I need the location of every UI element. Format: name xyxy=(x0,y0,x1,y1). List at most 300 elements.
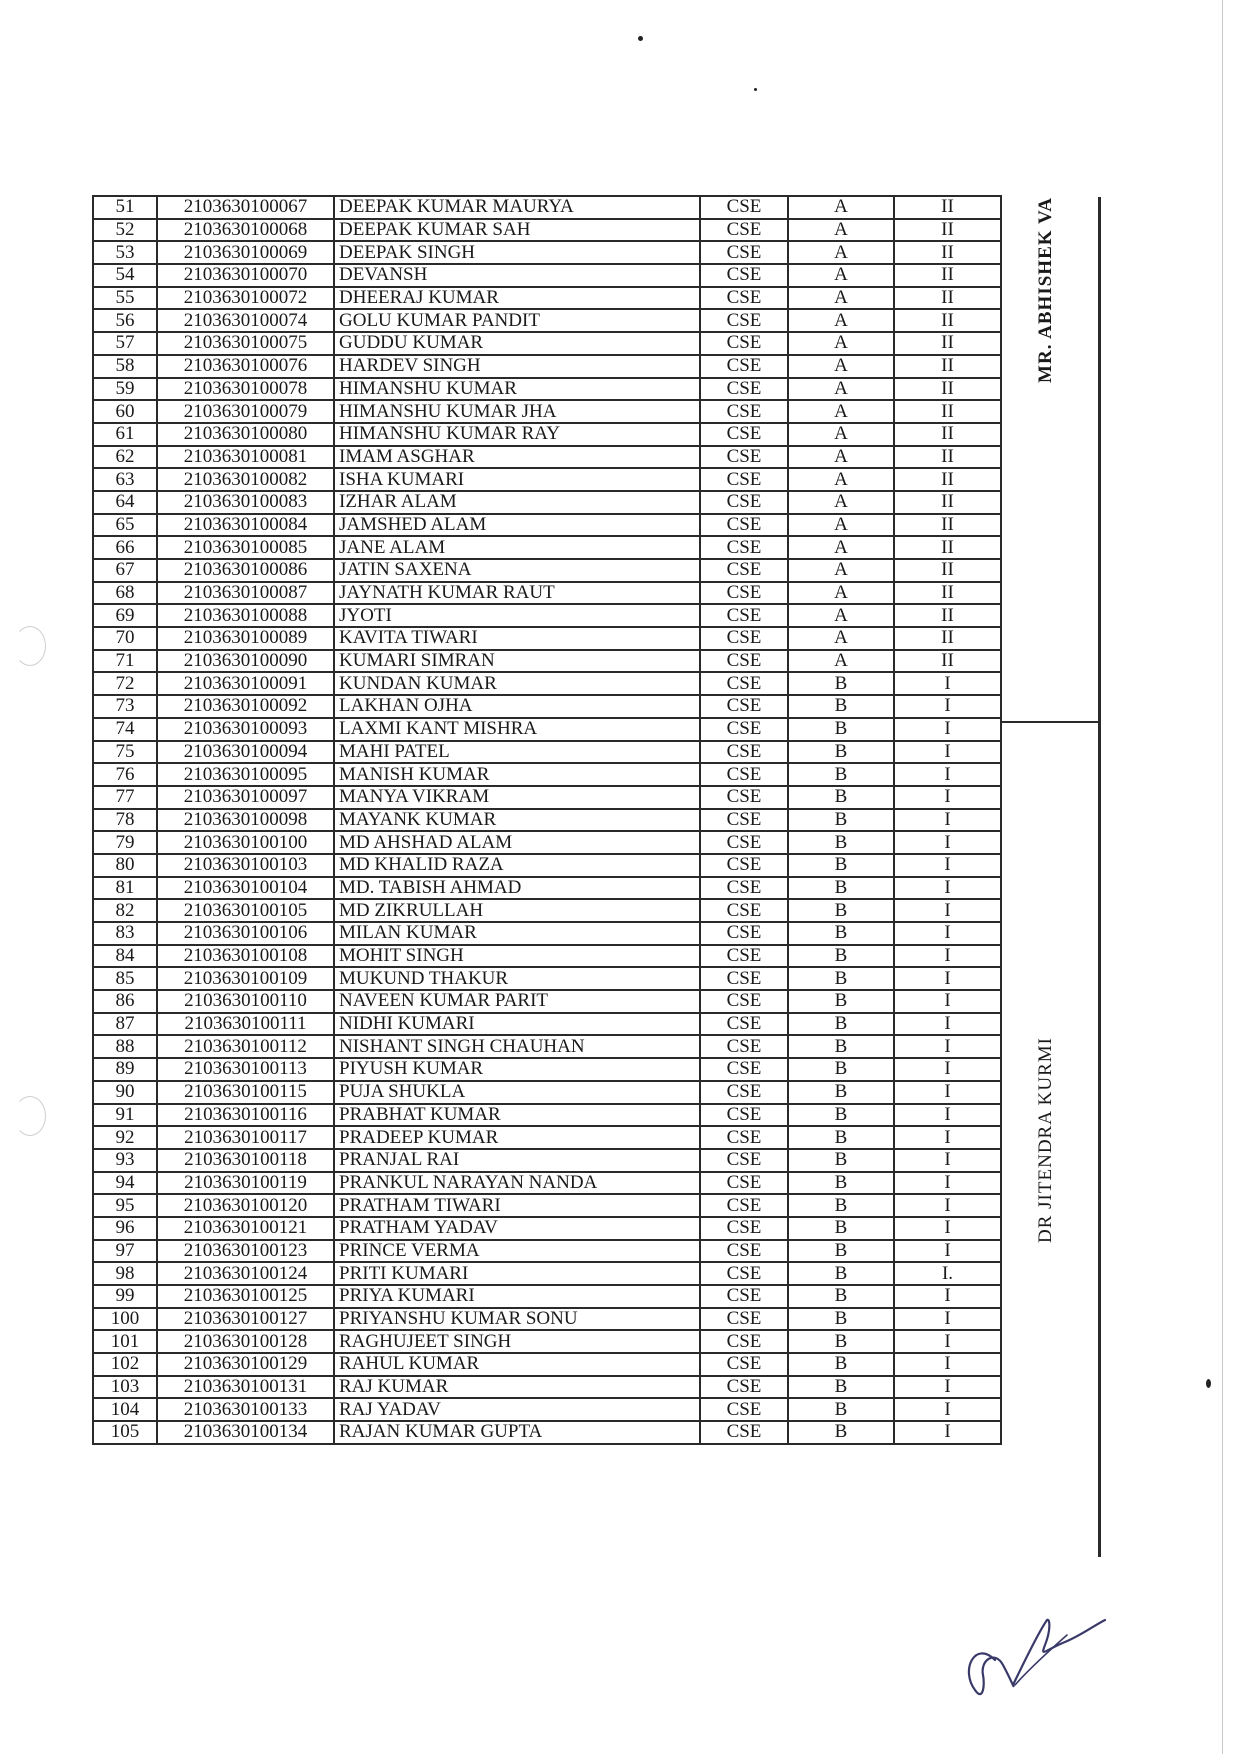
year-cell: I xyxy=(894,1421,1001,1444)
section-cell: A xyxy=(788,264,894,287)
year-cell: II xyxy=(894,264,1001,287)
student-name-cell: HIMANSHU KUMAR xyxy=(334,378,700,401)
roll-number-cell: 2103630100131 xyxy=(157,1376,334,1399)
student-name-cell: DEEPAK KUMAR MAURYA xyxy=(334,196,700,219)
branch-cell: CSE xyxy=(700,264,788,287)
table-row xyxy=(93,877,1001,900)
roll-number-cell: 2103630100087 xyxy=(157,582,334,605)
table-row xyxy=(93,1240,1001,1263)
scan-page-edge xyxy=(1222,0,1223,1754)
branch-cell: CSE xyxy=(700,604,788,627)
table-row xyxy=(93,1398,1001,1421)
section-cell: B xyxy=(788,990,894,1013)
student-name-cell: MOHIT SINGH xyxy=(334,945,700,968)
table-row xyxy=(93,854,1001,877)
table-row xyxy=(93,1081,1001,1104)
year-cell: II xyxy=(894,400,1001,423)
year-cell: I xyxy=(894,1194,1001,1217)
section-cell: A xyxy=(788,287,894,310)
branch-cell: CSE xyxy=(700,468,788,491)
year-cell: I xyxy=(894,672,1001,695)
year-cell: I xyxy=(894,1376,1001,1399)
serial-number-cell: 59 xyxy=(93,378,157,401)
roll-number-cell: 2103630100124 xyxy=(157,1262,334,1285)
student-name-cell: KUMARI SIMRAN xyxy=(334,650,700,673)
roll-number-cell: 2103630100111 xyxy=(157,1013,334,1036)
year-cell: I xyxy=(894,1081,1001,1104)
branch-cell: CSE xyxy=(700,741,788,764)
section-cell: A xyxy=(788,332,894,355)
serial-number-cell: 105 xyxy=(93,1421,157,1444)
roll-number-cell: 2103630100103 xyxy=(157,854,334,877)
section-cell: B xyxy=(788,1035,894,1058)
roll-number-cell: 2103630100121 xyxy=(157,1217,334,1240)
table-row xyxy=(93,650,1001,673)
year-cell: I xyxy=(894,1353,1001,1376)
branch-cell: CSE xyxy=(700,332,788,355)
section-cell: B xyxy=(788,695,894,718)
year-cell: II xyxy=(894,514,1001,537)
serial-number-cell: 72 xyxy=(93,672,157,695)
section-cell: B xyxy=(788,1172,894,1195)
roll-number-cell: 2103630100117 xyxy=(157,1126,334,1149)
section-cell: B xyxy=(788,1421,894,1444)
serial-number-cell: 89 xyxy=(93,1058,157,1081)
serial-number-cell: 61 xyxy=(93,423,157,446)
branch-cell: CSE xyxy=(700,945,788,968)
roll-number-cell: 2103630100076 xyxy=(157,355,334,378)
student-name-cell: JAMSHED ALAM xyxy=(334,514,700,537)
table-row xyxy=(93,309,1001,332)
table-row xyxy=(93,786,1001,809)
year-cell: I xyxy=(894,854,1001,877)
year-cell: I xyxy=(894,945,1001,968)
branch-cell: CSE xyxy=(700,1104,788,1127)
table-row xyxy=(93,809,1001,832)
table-row xyxy=(93,1353,1001,1376)
roll-number-cell: 2103630100105 xyxy=(157,899,334,922)
serial-number-cell: 82 xyxy=(93,899,157,922)
year-cell: II xyxy=(894,241,1001,264)
table-row xyxy=(93,1308,1001,1331)
table-row xyxy=(93,604,1001,627)
table-row xyxy=(93,1172,1001,1195)
roll-number-cell: 2103630100088 xyxy=(157,604,334,627)
student-name-cell: MAHI PATEL xyxy=(334,741,700,764)
student-name-cell: NIDHI KUMARI xyxy=(334,1013,700,1036)
student-name-cell: GUDDU KUMAR xyxy=(334,332,700,355)
section-cell: B xyxy=(788,1330,894,1353)
table-row xyxy=(93,1376,1001,1399)
section-cell: A xyxy=(788,309,894,332)
branch-cell: CSE xyxy=(700,196,788,219)
roll-number-cell: 2103630100082 xyxy=(157,468,334,491)
student-name-cell: PRADEEP KUMAR xyxy=(334,1126,700,1149)
student-name-cell: MANISH KUMAR xyxy=(334,763,700,786)
section-cell: A xyxy=(788,536,894,559)
branch-cell: CSE xyxy=(700,241,788,264)
table-row xyxy=(93,468,1001,491)
serial-number-cell: 104 xyxy=(93,1398,157,1421)
serial-number-cell: 95 xyxy=(93,1194,157,1217)
table-row xyxy=(93,1217,1001,1240)
year-cell: II xyxy=(894,309,1001,332)
roll-number-cell: 2103630100067 xyxy=(157,196,334,219)
section-cell: B xyxy=(788,1194,894,1217)
branch-cell: CSE xyxy=(700,854,788,877)
table-row xyxy=(93,355,1001,378)
roll-number-cell: 2103630100108 xyxy=(157,945,334,968)
branch-cell: CSE xyxy=(700,559,788,582)
section-cell: A xyxy=(788,378,894,401)
year-cell: II xyxy=(894,468,1001,491)
roll-number-cell: 2103630100109 xyxy=(157,967,334,990)
mentor-name-group-a: MR. ABHISHEK VA xyxy=(1035,197,1056,383)
roll-number-cell: 2103630100098 xyxy=(157,809,334,832)
section-cell: B xyxy=(788,786,894,809)
branch-cell: CSE xyxy=(700,446,788,469)
year-cell: I xyxy=(894,786,1001,809)
year-cell: I xyxy=(894,899,1001,922)
student-name-cell: RAJ YADAV xyxy=(334,1398,700,1421)
branch-cell: CSE xyxy=(700,786,788,809)
student-name-cell: IMAM ASGHAR xyxy=(334,446,700,469)
student-name-cell: DEVANSH xyxy=(334,264,700,287)
roll-number-cell: 2103630100119 xyxy=(157,1172,334,1195)
serial-number-cell: 74 xyxy=(93,718,157,741)
table-row xyxy=(93,763,1001,786)
student-name-cell: DEEPAK KUMAR SAH xyxy=(334,219,700,242)
branch-cell: CSE xyxy=(700,378,788,401)
table-row xyxy=(93,378,1001,401)
student-name-cell: PRATHAM YADAV xyxy=(334,1217,700,1240)
roll-number-cell: 2103630100104 xyxy=(157,877,334,900)
serial-number-cell: 63 xyxy=(93,468,157,491)
student-name-cell: MUKUND THAKUR xyxy=(334,967,700,990)
serial-number-cell: 54 xyxy=(93,264,157,287)
year-cell: I xyxy=(894,1058,1001,1081)
roll-number-cell: 2103630100080 xyxy=(157,423,334,446)
year-cell: II xyxy=(894,627,1001,650)
table-row xyxy=(93,1035,1001,1058)
serial-number-cell: 75 xyxy=(93,741,157,764)
serial-number-cell: 94 xyxy=(93,1172,157,1195)
year-cell: I xyxy=(894,1330,1001,1353)
serial-number-cell: 78 xyxy=(93,809,157,832)
serial-number-cell: 92 xyxy=(93,1126,157,1149)
year-cell: II xyxy=(894,446,1001,469)
roll-number-cell: 2103630100086 xyxy=(157,559,334,582)
roll-number-cell: 2103630100134 xyxy=(157,1421,334,1444)
branch-cell: CSE xyxy=(700,287,788,310)
section-cell: B xyxy=(788,854,894,877)
student-name-cell: MD KHALID RAZA xyxy=(334,854,700,877)
table-row xyxy=(93,1149,1001,1172)
branch-cell: CSE xyxy=(700,400,788,423)
table-row xyxy=(93,967,1001,990)
serial-number-cell: 88 xyxy=(93,1035,157,1058)
section-cell: A xyxy=(788,446,894,469)
serial-number-cell: 55 xyxy=(93,287,157,310)
branch-cell: CSE xyxy=(700,877,788,900)
table-row xyxy=(93,831,1001,854)
serial-number-cell: 68 xyxy=(93,582,157,605)
branch-cell: CSE xyxy=(700,1149,788,1172)
student-roll-table xyxy=(92,195,1002,1445)
roll-number-cell: 2103630100079 xyxy=(157,400,334,423)
section-cell: B xyxy=(788,1240,894,1263)
roll-number-cell: 2103630100133 xyxy=(157,1398,334,1421)
roll-number-cell: 2103630100123 xyxy=(157,1240,334,1263)
serial-number-cell: 99 xyxy=(93,1285,157,1308)
scan-speck xyxy=(1206,1379,1211,1388)
year-cell: I xyxy=(894,1104,1001,1127)
serial-number-cell: 80 xyxy=(93,854,157,877)
student-name-cell: PUJA SHUKLA xyxy=(334,1081,700,1104)
roll-number-cell: 2103630100068 xyxy=(157,219,334,242)
branch-cell: CSE xyxy=(700,1081,788,1104)
year-cell: II xyxy=(894,650,1001,673)
roll-number-cell: 2103630100085 xyxy=(157,536,334,559)
student-name-cell: MAYANK KUMAR xyxy=(334,809,700,832)
student-name-cell: DEEPAK SINGH xyxy=(334,241,700,264)
serial-number-cell: 96 xyxy=(93,1217,157,1240)
roll-number-cell: 2103630100100 xyxy=(157,831,334,854)
student-name-cell: NAVEEN KUMAR PARIT xyxy=(334,990,700,1013)
year-cell: I xyxy=(894,1035,1001,1058)
table-row xyxy=(93,672,1001,695)
section-cell: B xyxy=(788,1353,894,1376)
student-name-cell: PRATHAM TIWARI xyxy=(334,1194,700,1217)
section-cell: A xyxy=(788,423,894,446)
roll-number-cell: 2103630100128 xyxy=(157,1330,334,1353)
serial-number-cell: 53 xyxy=(93,241,157,264)
branch-cell: CSE xyxy=(700,1035,788,1058)
handwritten-signature xyxy=(955,1590,1115,1715)
table-row xyxy=(93,332,1001,355)
section-cell: B xyxy=(788,763,894,786)
serial-number-cell: 85 xyxy=(93,967,157,990)
section-cell: B xyxy=(788,1058,894,1081)
table-row xyxy=(93,559,1001,582)
roll-number-cell: 2103630100074 xyxy=(157,309,334,332)
section-cell: B xyxy=(788,1126,894,1149)
roll-number-cell: 2103630100106 xyxy=(157,922,334,945)
table-row xyxy=(93,423,1001,446)
year-cell: II xyxy=(894,332,1001,355)
roll-number-cell: 2103630100084 xyxy=(157,514,334,537)
table-row xyxy=(93,400,1001,423)
year-cell: II xyxy=(894,287,1001,310)
student-name-cell: MANYA VIKRAM xyxy=(334,786,700,809)
serial-number-cell: 84 xyxy=(93,945,157,968)
branch-cell: CSE xyxy=(700,627,788,650)
student-name-cell: MD. TABISH AHMAD xyxy=(334,877,700,900)
branch-cell: CSE xyxy=(700,1376,788,1399)
student-name-cell: PRANKUL NARAYAN NANDA xyxy=(334,1172,700,1195)
section-cell: A xyxy=(788,355,894,378)
roll-number-cell: 2103630100120 xyxy=(157,1194,334,1217)
serial-number-cell: 64 xyxy=(93,491,157,514)
serial-number-cell: 100 xyxy=(93,1308,157,1331)
student-roll-table-body xyxy=(93,196,1001,1444)
serial-number-cell: 56 xyxy=(93,309,157,332)
branch-cell: CSE xyxy=(700,1308,788,1331)
year-cell: I xyxy=(894,695,1001,718)
roll-number-cell: 2103630100127 xyxy=(157,1308,334,1331)
roll-number-cell: 2103630100093 xyxy=(157,718,334,741)
table-row xyxy=(93,1330,1001,1353)
year-cell: I xyxy=(894,1240,1001,1263)
table-row xyxy=(93,945,1001,968)
serial-number-cell: 62 xyxy=(93,446,157,469)
student-name-cell: PRINCE VERMA xyxy=(334,1240,700,1263)
year-cell: I xyxy=(894,1398,1001,1421)
roll-number-cell: 2103630100075 xyxy=(157,332,334,355)
table-row xyxy=(93,1421,1001,1444)
section-cell: B xyxy=(788,831,894,854)
branch-cell: CSE xyxy=(700,1262,788,1285)
section-cell: A xyxy=(788,514,894,537)
serial-number-cell: 97 xyxy=(93,1240,157,1263)
branch-cell: CSE xyxy=(700,1126,788,1149)
student-name-cell: RAJ KUMAR xyxy=(334,1376,700,1399)
table-row xyxy=(93,1058,1001,1081)
year-cell: II xyxy=(894,604,1001,627)
student-name-cell: RAHUL KUMAR xyxy=(334,1353,700,1376)
roll-number-cell: 2103630100069 xyxy=(157,241,334,264)
punch-hole-mark xyxy=(14,626,46,666)
roll-number-cell: 2103630100112 xyxy=(157,1035,334,1058)
serial-number-cell: 65 xyxy=(93,514,157,537)
branch-cell: CSE xyxy=(700,899,788,922)
table-row xyxy=(93,536,1001,559)
student-name-cell: PRIYANSHU KUMAR SONU xyxy=(334,1308,700,1331)
section-cell: B xyxy=(788,1217,894,1240)
student-name-cell: KAVITA TIWARI xyxy=(334,627,700,650)
year-cell: I xyxy=(894,1217,1001,1240)
table-row xyxy=(93,741,1001,764)
serial-number-cell: 67 xyxy=(93,559,157,582)
branch-cell: CSE xyxy=(700,990,788,1013)
table-row xyxy=(93,1262,1001,1285)
section-cell: B xyxy=(788,877,894,900)
serial-number-cell: 83 xyxy=(93,922,157,945)
serial-number-cell: 98 xyxy=(93,1262,157,1285)
branch-cell: CSE xyxy=(700,1330,788,1353)
roll-number-cell: 2103630100125 xyxy=(157,1285,334,1308)
student-name-cell: NISHANT SINGH CHAUHAN xyxy=(334,1035,700,1058)
branch-cell: CSE xyxy=(700,809,788,832)
year-cell: I xyxy=(894,1285,1001,1308)
branch-cell: CSE xyxy=(700,672,788,695)
serial-number-cell: 87 xyxy=(93,1013,157,1036)
table-row xyxy=(93,582,1001,605)
serial-number-cell: 86 xyxy=(93,990,157,1013)
roll-number-cell: 2103630100089 xyxy=(157,627,334,650)
year-cell: I xyxy=(894,1013,1001,1036)
roll-number-cell: 2103630100118 xyxy=(157,1149,334,1172)
branch-cell: CSE xyxy=(700,309,788,332)
roll-number-cell: 2103630100115 xyxy=(157,1081,334,1104)
student-name-cell: MD ZIKRULLAH xyxy=(334,899,700,922)
year-cell: II xyxy=(894,196,1001,219)
serial-number-cell: 51 xyxy=(93,196,157,219)
branch-cell: CSE xyxy=(700,1013,788,1036)
section-cell: A xyxy=(788,468,894,491)
table-row xyxy=(93,627,1001,650)
section-cell: B xyxy=(788,1262,894,1285)
serial-number-cell: 58 xyxy=(93,355,157,378)
student-name-cell: PIYUSH KUMAR xyxy=(334,1058,700,1081)
student-name-cell: HIMANSHU KUMAR RAY xyxy=(334,423,700,446)
branch-cell: CSE xyxy=(700,219,788,242)
student-name-cell: GOLU KUMAR PANDIT xyxy=(334,309,700,332)
student-name-cell: RAJAN KUMAR GUPTA xyxy=(334,1421,700,1444)
year-cell: II xyxy=(894,423,1001,446)
year-cell: I xyxy=(894,809,1001,832)
branch-cell: CSE xyxy=(700,1172,788,1195)
table-row xyxy=(93,1126,1001,1149)
year-cell: I xyxy=(894,763,1001,786)
student-name-cell: JAYNATH KUMAR RAUT xyxy=(334,582,700,605)
student-name-cell: LAKHAN OJHA xyxy=(334,695,700,718)
roll-number-cell: 2103630100092 xyxy=(157,695,334,718)
scan-speck xyxy=(754,88,757,91)
table-row xyxy=(93,695,1001,718)
section-cell: B xyxy=(788,899,894,922)
roll-number-cell: 2103630100083 xyxy=(157,491,334,514)
section-cell: B xyxy=(788,945,894,968)
serial-number-cell: 102 xyxy=(93,1353,157,1376)
mentor-name-group-b: DR JITENDRA KURMI xyxy=(1035,1037,1056,1243)
student-name-cell: KUNDAN KUMAR xyxy=(334,672,700,695)
student-name-cell: PRABHAT KUMAR xyxy=(334,1104,700,1127)
serial-number-cell: 91 xyxy=(93,1104,157,1127)
branch-cell: CSE xyxy=(700,650,788,673)
serial-number-cell: 76 xyxy=(93,763,157,786)
year-cell: II xyxy=(894,378,1001,401)
section-cell: B xyxy=(788,922,894,945)
year-cell: I xyxy=(894,831,1001,854)
table-row xyxy=(93,990,1001,1013)
year-cell: II xyxy=(894,219,1001,242)
student-name-cell: DHEERAJ KUMAR xyxy=(334,287,700,310)
section-cell: B xyxy=(788,1149,894,1172)
year-cell: II xyxy=(894,536,1001,559)
table-row xyxy=(93,264,1001,287)
section-cell: A xyxy=(788,241,894,264)
student-name-cell: LAXMI KANT MISHRA xyxy=(334,718,700,741)
serial-number-cell: 77 xyxy=(93,786,157,809)
year-cell: II xyxy=(894,582,1001,605)
serial-number-cell: 52 xyxy=(93,219,157,242)
student-name-cell: HIMANSHU KUMAR JHA xyxy=(334,400,700,423)
section-cell: B xyxy=(788,967,894,990)
table-row xyxy=(93,196,1001,219)
branch-cell: CSE xyxy=(700,695,788,718)
branch-cell: CSE xyxy=(700,1421,788,1444)
roll-number-cell: 2103630100116 xyxy=(157,1104,334,1127)
section-cell: B xyxy=(788,1285,894,1308)
roll-number-cell: 2103630100070 xyxy=(157,264,334,287)
branch-cell: CSE xyxy=(700,1217,788,1240)
section-cell: B xyxy=(788,1308,894,1331)
branch-cell: CSE xyxy=(700,423,788,446)
year-cell: I xyxy=(894,1149,1001,1172)
roll-number-cell: 2103630100113 xyxy=(157,1058,334,1081)
section-cell: A xyxy=(788,219,894,242)
